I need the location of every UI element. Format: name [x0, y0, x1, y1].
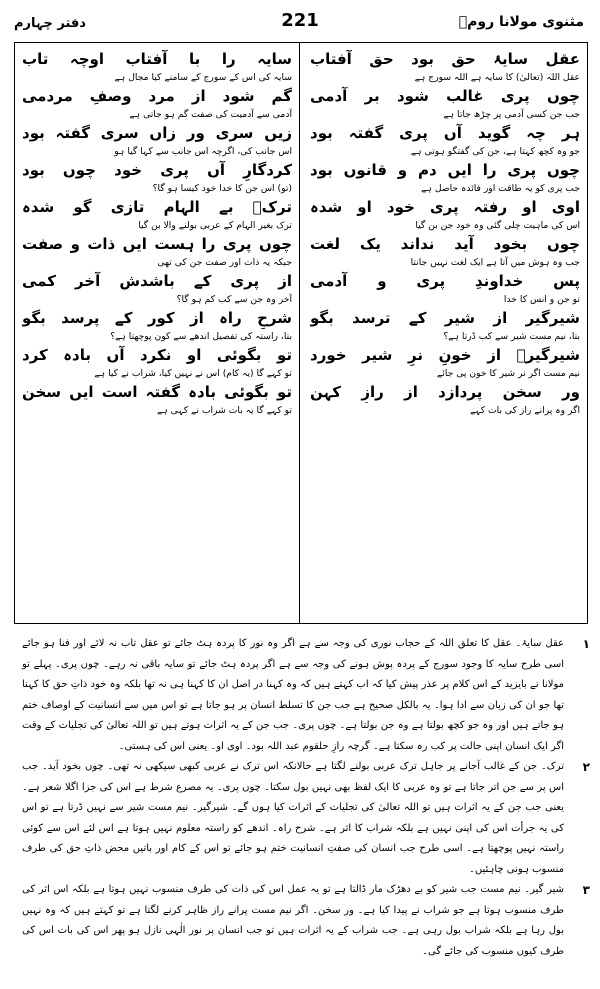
couplet: [310, 344, 580, 381]
persian-verse: گم شود از مرد وصفِ مردمی: [22, 87, 292, 105]
persian-verse: زیں سری ور زاں سری گفتہ بود: [22, 124, 292, 142]
persian-verse: چوں بخود آید نداند یک لغت: [310, 235, 580, 253]
urdu-translation: آدمی سے آدمیت کی صفت گم ہو جاتی ہے: [129, 109, 292, 120]
persian-verse: تو بگوئی بادہ گفتہ است ایں سخن: [22, 383, 292, 401]
footnote: [22, 880, 590, 962]
urdu-translation: تو کہے گا (یہ کام) اس نے نہیں کیا، شراب نے کیا ہے: [94, 368, 292, 379]
couplet: [22, 122, 292, 159]
persian-verse: ور سخن پردازد از رازِ کہن: [310, 383, 580, 401]
couplet: [22, 48, 292, 85]
footnote-number: ۳: [582, 883, 590, 897]
persian-verse: ہر چہ گوید آں پری گفتہ بود: [310, 124, 580, 142]
right-verse-column: [310, 48, 580, 418]
couplet: [310, 270, 580, 307]
column-divider: [299, 42, 300, 624]
persian-verse: عقل سایۂ حق بود حق آفتاب: [310, 50, 580, 68]
persian-verse: اوی او رفتہ پری خود او شدہ: [310, 198, 580, 216]
couplet: [310, 48, 580, 85]
persian-verse: شرحِ راہ از کور کے پرسد بگو: [22, 309, 292, 327]
footnote-text: ترک۔ جن کے غالب آجانے پر جاہل ترک عربی بولنے لگتا ہے حالانکہ اس ترک نے عربی کبھی سیکھی نہ تھی۔ چوں بخود آید۔ جب اس پر سے جن اتر جاتا ہے تو وہ عربی کا ایک لفظ بھی نہیں بول سکتا۔ چوں پری۔ یہ مصرع شرط ہے اس کی جزا اگلا شعر ہے۔ یعنی جب جن کے یہ اثرات ہیں تو اللہ تعالیٰ کی تجلیات کے اثرات کیا ہوں گے۔ شیرگیر۔ نیم مست شیر سے نہیں ڈرتا ہے تو اس کی یہ جرأت اس کی اپنی نہیں ہے بلکہ شراب کا اثر ہے۔ شرح راہ۔ اندھے کو راستہ معلوم نہیں ہوتا ہے اس لئے اس سے کوئی راستہ نہیں پوچھتا ہے۔ اسی طرح جب انسان کی صفتِ انسانیت ختم ہو جائے تو اس کے کام اور باتیں محض ذاتِ حق کی طرف منسوب ہونی چاہئیں۔: [22, 761, 564, 875]
footnote: [22, 634, 590, 757]
persian-verse: تو بگوئی او نکرد آں بادہ کرد: [22, 346, 292, 364]
couplet: [22, 270, 292, 307]
couplet: [22, 381, 292, 418]
urdu-translation: سایہ کی اس کے سورج کے سامنے کیا مجال ہے: [114, 72, 292, 83]
footnote-text: عقل سایۂ۔ عقل کا تعلق اللہ کے حجاب نوری کی وجہ سے ہے اگر وہ نور کا پردہ ہٹ جائے تو عقل تاب نہ لائے اور فنا ہو جائے اسی طرح سایہ کا وجود سورج کے پردہ پوش ہونے کی وجہ سے ہے اگر پردہ ہٹ جائے تو سایہ باقی نہ رہے۔ چوں پری۔ پہلے تو مولانا نے بایزید کے اس کلام پر عذر پیش کیا کہ اب کہتے ہیں کہ وہ کہنا در اصل ان کا کہنا ہی نہ تھا بلکہ وہ خود ذاتِ حق کا کہنا تھا جو ان کی زبان سے ادا ہوا۔ یہ بالکل صحیح ہے جب جن کا تسلط انسان پر ہو جاتا ہے تو اس میں سے انسانیت کے اوصاف ختم ہو جاتے ہیں اور وہ جو کچھ بولتا ہے وہ جن بولتا ہے۔ چوں پری۔ جب جن کے یہ اثرات ہوتے ہیں تو اللہ تعالیٰ کی تجلیات کے وقت اگر ایک انسان اپنی حالت پر کب رہ سکتا ہے۔ گرچہ رازِ حلقوم عبد اللہ بود۔ اوی او۔ یعنی اس کی ہستی۔: [22, 638, 564, 752]
persian-verse: چوں پری را ایں دم و قانوں بود: [310, 161, 580, 179]
urdu-translation: اس کی ماہیت چلی گئی وہ خود جن بن گیا: [415, 220, 580, 231]
urdu-translation: تو جن و انس کا خدا: [503, 294, 580, 305]
urdu-translation: جو وہ کچھ کہتا ہے، جن کی گفتگو ہوتی ہے: [410, 146, 580, 157]
couplet: [22, 344, 292, 381]
couplet: [22, 307, 292, 344]
persian-verse: چوں پری غالب شود بر آدمی: [310, 87, 580, 105]
page-header: [0, 8, 600, 42]
urdu-translation: عقل اللہ (تعالیٰ) کا سایہ ہے اللہ سورج ہے: [414, 72, 580, 83]
persian-verse: ترکؒ بے الہام تازی گو شدہ: [22, 198, 292, 216]
footnote-number: ۱: [582, 637, 590, 651]
couplet: [310, 85, 580, 122]
urdu-translation: جبکہ یہ ذات اور صفت جن کی تھی: [157, 257, 292, 268]
urdu-translation: اگر وہ پرانے راز کی بات کہے: [469, 405, 580, 416]
urdu-translation: نیم مست اگر نر شیر کا خون پی جائے: [436, 368, 580, 379]
urdu-translation: (تو) اس جن کا خدا خود کیسا ہو گا؟: [152, 183, 292, 194]
footnotes: [22, 634, 590, 962]
book-title: مثنوی مولانا رومؒ: [458, 14, 584, 30]
urdu-translation: تو کہے گا یہ بات شراب نے کہی ہے: [156, 405, 292, 416]
persian-verse: از پری کے باشدش آخر کمی: [22, 272, 292, 290]
persian-verse: سایہ را با آفتاب اوچہ تاب: [22, 50, 292, 68]
urdu-translation: جب جن کسی آدمی پر چڑھ جاتا ہے: [443, 109, 580, 120]
urdu-translation: ترک بغیر الہام کے عربی بولنے والا بن گیا: [138, 220, 292, 231]
couplet: [310, 307, 580, 344]
urdu-translation: جب پری کو یہ طاقت اور فائدہ حاصل ہے: [421, 183, 580, 194]
persian-verse: شیرگیر از شیر کے ترسد بگو: [310, 309, 580, 327]
persian-verse: شیرگیرؒ از خونِ نرِ شیر خورد: [310, 346, 580, 364]
couplet: [310, 381, 580, 418]
footnote-text: شیر گیر۔ نیم مست جب شیر کو بے دھڑک مار ڈالتا ہے تو یہ عمل اس کی ذات کی طرف منسوب نہیں ہوتا ہے بلکہ اس اثر کی طرف منسوب ہوتا ہے جو شراب نے پیدا کیا ہے۔ ور سخن۔ اگر نیم مست پرانے راز ظاہر کرنے لگتا ہے تو کہتے ہیں کہ وہ نہیں بول رہا ہے بلکہ شراب بول رہی ہے۔ جب شراب کے یہ اثرات ہیں تو جب انسان پر نور الٰہی نازل ہو پھر اس کی بات اس کی طرف کیوں منسوب کی جائے گی۔: [22, 884, 564, 957]
persian-verse: کردگارِ آں پری خود چوں بود: [22, 161, 292, 179]
urdu-translation: آخر وہ جن سے کب کم ہو گا؟: [176, 294, 292, 305]
persian-verse: پس خداوندِ پری و آدمی: [310, 272, 580, 290]
couplet: [310, 159, 580, 196]
couplet: [22, 233, 292, 270]
footnote-number: ۲: [582, 760, 590, 774]
persian-verse: چوں پری را ہست ایں ذات و صفت: [22, 235, 292, 253]
urdu-translation: بتا، نیم مست شیر سے کب ڈرتا ہے؟: [443, 331, 580, 342]
left-verse-column: [22, 48, 292, 418]
urdu-translation: جب وہ ہوش میں آتا ہے ایک لغت نہیں جانتا: [410, 257, 580, 268]
page-number: 221: [281, 10, 319, 31]
urdu-translation: اس جانب کی، اگرچہ اس جانب سے کہا گیا ہو: [114, 146, 292, 157]
couplet: [22, 85, 292, 122]
volume-label: دفتر چہارم: [14, 16, 86, 31]
couplet: [310, 233, 580, 270]
couplet: [310, 122, 580, 159]
urdu-translation: بتا، راستہ کی تفصیل اندھے سے کون پوچھتا ہے؟: [110, 331, 292, 342]
couplet: [22, 196, 292, 233]
couplet: [22, 159, 292, 196]
footnote: [22, 757, 590, 880]
couplet: [310, 196, 580, 233]
